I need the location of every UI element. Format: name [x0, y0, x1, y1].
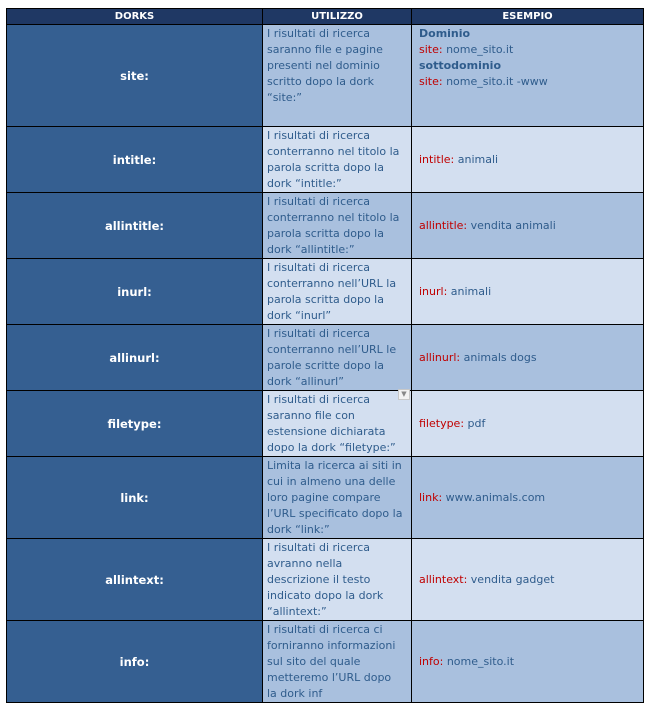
example-line [419, 416, 643, 432]
usage-line: estensione dichiarata [267, 425, 386, 438]
usage-line: I risultati di ricerca [267, 327, 370, 340]
table-row [7, 25, 644, 127]
table-row [7, 539, 644, 621]
usage-cell [263, 457, 412, 539]
usage-line: saranno file e pagine [267, 43, 383, 56]
usage-line: I risultati di ricerca ci [267, 623, 383, 636]
usage-line: dork “intitle:” [267, 177, 342, 190]
example-line [419, 490, 643, 506]
example-cell [412, 391, 644, 457]
usage-line: conterranno nel titolo la [267, 145, 400, 158]
usage-line: dork “inurl” [267, 309, 332, 322]
example-label: sottodominio [419, 59, 502, 72]
table-row [7, 621, 644, 703]
usage-line: parola scritta dopo la [267, 227, 384, 240]
header-dorks: DORKS [7, 9, 263, 25]
example-cell [412, 539, 644, 621]
usage-line: la dork inf [267, 687, 323, 700]
dork-cell: site: [7, 25, 263, 127]
usage-line: “site:” [267, 91, 302, 104]
example-value: vendita gadget [467, 572, 555, 586]
usage-line: l’URL specificato dopo la [267, 507, 403, 520]
usage-line: conterranno nell’URL le [267, 343, 397, 356]
example-line [419, 152, 643, 168]
example-value: nome_sito.it [442, 43, 514, 56]
usage-cell [263, 325, 412, 391]
example-cell [412, 259, 644, 325]
example-value: vendita animali [467, 218, 556, 232]
usage-line: I risultati di ricerca [267, 195, 370, 208]
example-operator: link: [419, 490, 443, 504]
example-operator: allinurl: [419, 350, 461, 364]
example-line [419, 42, 643, 58]
usage-line: sul sito del quale [267, 655, 361, 668]
example-line [419, 26, 643, 42]
usage-cell [263, 259, 412, 325]
example-label: Dominio [419, 27, 471, 40]
usage-line: conterranno nell’URL la [267, 277, 397, 290]
example-operator: inurl: [419, 284, 448, 298]
table-row [7, 127, 644, 193]
usage-line: presenti nel dominio [267, 59, 380, 72]
usage-line: dopo la dork “filetype:” [267, 441, 396, 454]
dork-cell: link: [7, 457, 263, 539]
dropdown-arrow-icon[interactable]: ▼ [398, 389, 410, 400]
dork-cell: allintitle: [7, 193, 263, 259]
dorks-table-container [6, 8, 643, 703]
usage-line: parola scritta dopo la [267, 161, 384, 174]
usage-cell [263, 621, 412, 703]
example-operator: allintitle: [419, 218, 468, 232]
usage-line: I risultati di ricerca [267, 261, 370, 274]
example-cell [412, 457, 644, 539]
usage-line: saranno file con [267, 409, 355, 422]
usage-line: I risultati di ricerca [267, 27, 370, 40]
usage-line: forniranno informazioni [267, 639, 396, 652]
example-value: animali [447, 284, 492, 298]
example-cell [412, 621, 644, 703]
usage-line: “allintext:” [267, 605, 327, 618]
example-line [419, 572, 643, 588]
example-value: animali [454, 152, 499, 166]
example-cell [412, 325, 644, 391]
example-operator: filetype: [419, 416, 465, 430]
example-line [419, 284, 643, 300]
usage-cell [263, 127, 412, 193]
usage-line: avranno nella [267, 557, 343, 570]
header-row [7, 9, 644, 25]
table-row [7, 193, 644, 259]
usage-line: loro pagine compare [267, 491, 381, 504]
usage-line: conterranno nel titolo la [267, 211, 400, 224]
usage-line: Limita la ricerca ai siti in [267, 459, 402, 472]
table-row [7, 259, 644, 325]
header-utilizzo: UTILIZZO [263, 9, 412, 25]
example-operator: intitle: [419, 152, 455, 166]
usage-line: cui in almeno una delle [267, 475, 396, 488]
example-cell [412, 193, 644, 259]
example-value: nome_sito.it [443, 654, 515, 668]
usage-line: metteremo l’URL dopo [267, 671, 392, 684]
example-cell [412, 127, 644, 193]
dorks-table [6, 8, 644, 703]
usage-cell [263, 193, 412, 259]
example-line [419, 58, 643, 74]
example-line [419, 654, 643, 670]
usage-cell [263, 539, 412, 621]
usage-line: I risultati di ricerca [267, 541, 370, 554]
dork-cell: info: [7, 621, 263, 703]
usage-line: parole scritte dopo la [267, 359, 385, 372]
table-row [7, 325, 644, 391]
example-value: pdf [464, 416, 486, 430]
usage-line: indicato dopo la dork [267, 589, 384, 602]
dork-cell: inurl: [7, 259, 263, 325]
example-operator: info: [419, 654, 444, 668]
dork-cell: allinurl: [7, 325, 263, 391]
example-operator: site: [419, 75, 443, 88]
example-value: www.animals.com [442, 490, 546, 504]
dork-cell: intitle: [7, 127, 263, 193]
table-row [7, 391, 644, 457]
example-value: animals dogs [460, 350, 537, 364]
usage-line: scritto dopo la dork [267, 75, 375, 88]
dork-cell: allintext: [7, 539, 263, 621]
usage-line: dork “allintitle:” [267, 243, 355, 256]
example-line [419, 350, 643, 366]
usage-line: dork “allinurl” [267, 375, 344, 388]
example-cell [412, 25, 644, 127]
table-body [7, 25, 644, 703]
usage-cell [263, 25, 412, 127]
example-operator: site: [419, 43, 443, 56]
usage-line: I risultati di ricerca [267, 129, 370, 142]
usage-line: I risultati di ricerca [267, 393, 370, 406]
example-value: nome_sito.it -www [442, 75, 548, 88]
header-esempio: ESEMPIO [412, 9, 644, 25]
usage-line: dork “link:” [267, 523, 330, 536]
example-line [419, 74, 643, 90]
usage-cell [263, 391, 412, 457]
dork-cell: filetype: [7, 391, 263, 457]
usage-line: parola scritta dopo la [267, 293, 384, 306]
table-row [7, 457, 644, 539]
example-operator: allintext: [419, 572, 468, 586]
example-line [419, 218, 643, 234]
usage-line: descrizione il testo [267, 573, 371, 586]
